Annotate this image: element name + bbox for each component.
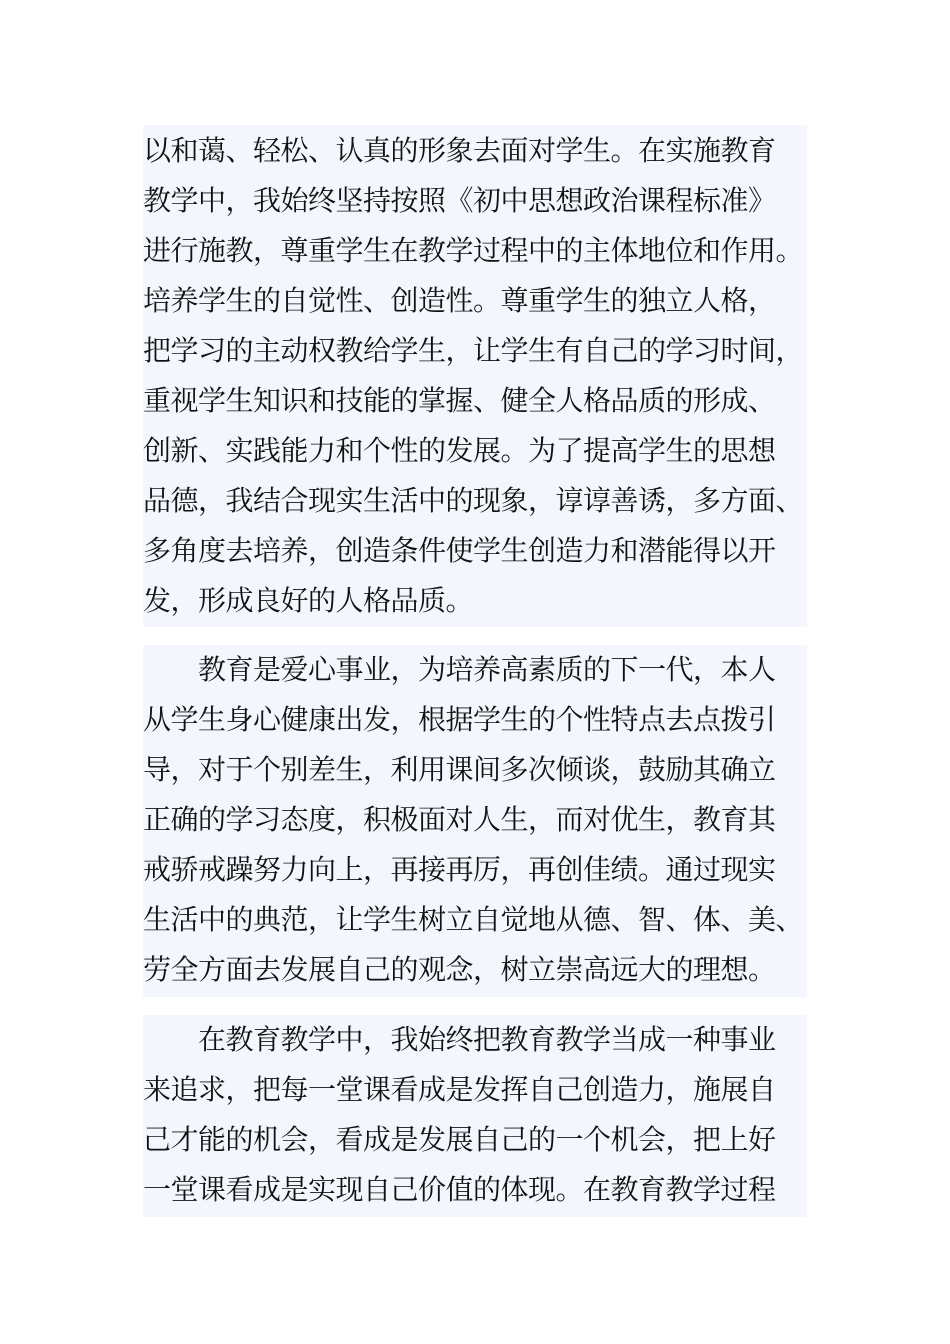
text-line: 创新、实践能力和个性的发展。为了提高学生的思想 (143, 434, 776, 467)
text-line: 教育是爱心事业，为培养高素质的下一代，本人 (143, 653, 776, 686)
text-line: 正确的学习态度，积极面对人生，而对优生，教育其 (143, 803, 776, 836)
paragraph-2 (143, 645, 807, 997)
text-line: 教学中，我始终坚持按照《初中思想政治课程标准》 (143, 184, 776, 217)
text-line: 品德，我结合现实生活中的现象，谆谆善诱，多方面、 (143, 484, 804, 517)
text-line: 戒骄戒躁努力向上，再接再厉，再创佳绩。通过现实 (143, 853, 776, 886)
text-line: 来追求，把每一堂课看成是发挥自己创造力，施展自 (143, 1073, 776, 1106)
text-line: 生活中的典范，让学生树立自觉地从德、智、体、美、 (143, 903, 804, 936)
paragraph-3 (143, 1015, 807, 1217)
text-line: 一堂课看成是实现自己价值的体现。在教育教学过程 (143, 1173, 776, 1206)
text-line: 培养学生的自觉性、创造性。尊重学生的独立人格， (143, 284, 776, 317)
text-line: 发，形成良好的人格品质。 (143, 584, 474, 617)
text-line: 导，对于个别差生，利用课间多次倾谈，鼓励其确立 (143, 753, 776, 786)
text-line: 从学生身心健康出发，根据学生的个性特点去点拨引 (143, 703, 776, 736)
text-line: 己才能的机会，看成是发展自己的一个机会，把上好 (143, 1123, 776, 1156)
text-line: 进行施教，尊重学生在教学过程中的主体地位和作用。 (143, 234, 804, 267)
text-line: 重视学生知识和技能的掌握、健全人格品质的形成、 (143, 384, 776, 417)
text-line: 以和蔼、轻松、认真的形象去面对学生。在实施教育 (143, 134, 776, 167)
text-line: 把学习的主动权教给学生，让学生有自己的学习时间， (143, 334, 804, 367)
text-line: 多角度去培养，创造条件使学生创造力和潜能得以开 (143, 534, 776, 567)
text-line: 劳全方面去发展自己的观念，树立崇高远大的理想。 (143, 953, 776, 986)
paragraph-1 (143, 125, 807, 627)
text-line: 在教育教学中，我始终把教育教学当成一种事业 (143, 1023, 776, 1056)
